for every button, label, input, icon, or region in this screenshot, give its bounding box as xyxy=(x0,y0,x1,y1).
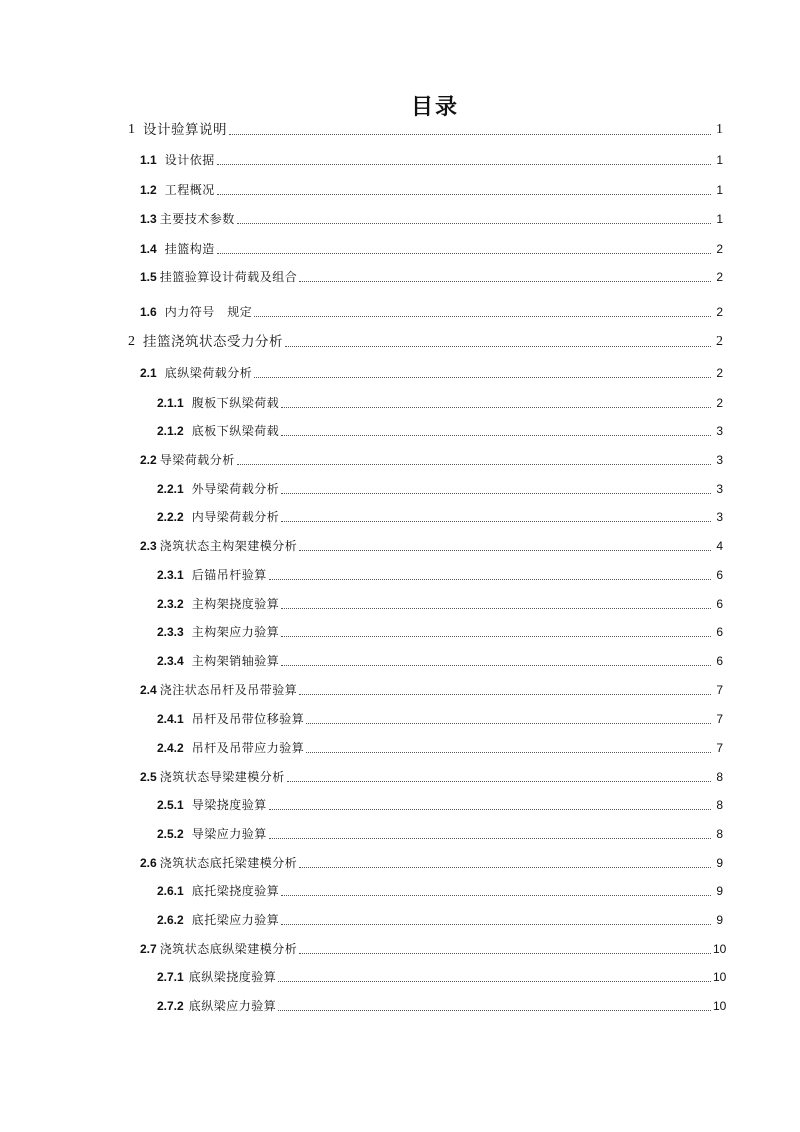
toc-entry-title: 腹板下纵梁荷载 xyxy=(191,396,280,410)
toc-entry-page-number: 1 xyxy=(716,212,723,226)
toc-entry[interactable] xyxy=(157,622,723,642)
toc-entry-title: 导梁荷载分析 xyxy=(159,453,235,467)
dot-leader xyxy=(299,549,711,551)
toc-entry[interactable] xyxy=(157,910,723,930)
dot-leader xyxy=(281,923,711,925)
toc-entry-page-number: 2 xyxy=(716,396,723,410)
dot-leader xyxy=(281,607,711,609)
toc-entry-title: 设计验算说明 xyxy=(143,122,227,138)
dot-leader xyxy=(278,980,711,982)
toc-entry-title: 外导梁荷载分析 xyxy=(191,482,280,496)
toc-entry[interactable] xyxy=(128,120,723,140)
toc-entry[interactable] xyxy=(157,709,723,729)
toc-entry-page-number: 2 xyxy=(716,334,723,349)
toc-entry[interactable] xyxy=(157,594,723,614)
toc-entry[interactable] xyxy=(157,967,727,987)
toc-entry-number: 2.3.1 xyxy=(157,568,184,582)
dot-leader xyxy=(217,193,711,195)
toc-entry[interactable] xyxy=(140,302,723,322)
toc-entry[interactable] xyxy=(140,209,723,229)
toc-entry-title: 浇注状态吊杆及吊带验算 xyxy=(159,683,298,697)
dot-leader xyxy=(217,252,711,254)
toc-entry-page-number: 3 xyxy=(716,453,723,467)
dot-leader xyxy=(229,133,711,135)
toc-entry-number: 2.3.4 xyxy=(157,654,184,668)
dot-leader xyxy=(217,163,711,165)
dot-leader xyxy=(237,222,711,224)
dot-leader xyxy=(281,894,711,896)
toc-entry-number: 2.1.2 xyxy=(157,424,184,438)
toc-entry-title: 内力符号 规定 xyxy=(164,305,253,319)
dot-leader xyxy=(269,578,711,580)
dot-leader xyxy=(269,837,711,839)
toc-entry-title: 底托梁挠度验算 xyxy=(191,884,280,898)
toc-entry-number: 2.1 xyxy=(140,366,157,380)
toc-entry[interactable] xyxy=(140,767,723,787)
toc-entry-page-number: 6 xyxy=(716,597,723,611)
toc-entry-page-number: 6 xyxy=(716,654,723,668)
toc-entry-number: 2.2 xyxy=(140,453,157,467)
dot-leader xyxy=(237,463,711,465)
page-title: 目录 xyxy=(410,95,459,120)
toc-entry-title: 底纵梁荷载分析 xyxy=(164,366,253,380)
toc-entry-number: 2.4 xyxy=(140,683,157,697)
toc-entry[interactable] xyxy=(157,881,723,901)
toc-entry-page-number: 9 xyxy=(716,884,723,898)
toc-entry-number: 2.6.2 xyxy=(157,913,184,927)
toc-entry-number: 2.3.3 xyxy=(157,625,184,639)
toc-entry-number: 1.2 xyxy=(140,183,157,197)
toc-entry[interactable] xyxy=(157,393,723,413)
toc-entry-number: 1.1 xyxy=(140,153,157,167)
toc-entry-page-number: 8 xyxy=(716,827,723,841)
toc-entry-title: 底托梁应力验算 xyxy=(191,913,280,927)
toc-entry-number: 2.5.2 xyxy=(157,827,184,841)
toc-entry[interactable] xyxy=(128,332,723,352)
toc-entry-page-number: 10 xyxy=(713,999,727,1013)
toc-entry-number: 2.3.2 xyxy=(157,597,184,611)
toc-entry[interactable] xyxy=(157,996,727,1016)
dot-leader xyxy=(281,406,711,408)
toc-entry-page-number: 10 xyxy=(713,970,727,984)
toc-entry-title: 浇筑状态导梁建模分析 xyxy=(159,770,285,784)
toc-entry-page-number: 6 xyxy=(716,625,723,639)
toc-entry[interactable] xyxy=(157,479,723,499)
toc-entry[interactable] xyxy=(157,421,723,441)
toc-entry-number: 2.4.1 xyxy=(157,712,184,726)
toc-entry-title: 工程概况 xyxy=(164,183,215,197)
toc-entry[interactable] xyxy=(140,680,723,700)
toc-entry-title: 浇筑状态底纵梁建模分析 xyxy=(159,942,298,956)
dot-leader xyxy=(281,520,711,522)
toc-entry-title: 内导梁荷载分析 xyxy=(191,510,280,524)
toc-entry-page-number: 1 xyxy=(716,153,723,167)
toc-entry[interactable] xyxy=(140,536,723,556)
toc-entry-number: 2 xyxy=(128,334,135,349)
toc-entry-number: 1 xyxy=(128,122,135,137)
toc-entry-number: 2.7.1 xyxy=(157,970,184,984)
toc-entry-number: 1.6 xyxy=(140,305,157,319)
dot-leader xyxy=(281,635,711,637)
dot-leader xyxy=(306,751,711,753)
toc-entry-page-number: 1 xyxy=(716,183,723,197)
dot-leader xyxy=(269,808,711,810)
toc-entry-title: 吊杆及吊带应力验算 xyxy=(191,741,305,755)
toc-entry-number: 2.6.1 xyxy=(157,884,184,898)
toc-entry-page-number: 1 xyxy=(716,122,723,137)
toc-entry-page-number: 8 xyxy=(716,798,723,812)
dot-leader xyxy=(299,952,711,954)
toc-entry[interactable] xyxy=(157,824,723,844)
dot-leader xyxy=(306,722,711,724)
toc-entry-number: 2.5 xyxy=(140,770,157,784)
toc-entry-title: 底板下纵梁荷载 xyxy=(191,424,280,438)
toc-entry-page-number: 7 xyxy=(716,683,723,697)
toc-entry-title: 底纵梁应力验算 xyxy=(188,999,277,1013)
toc-entry-number: 2.5.1 xyxy=(157,798,184,812)
toc-entry[interactable] xyxy=(157,795,723,815)
toc-entry-number: 2.7.2 xyxy=(157,999,184,1013)
toc-entry[interactable] xyxy=(140,853,723,873)
toc-entry-number: 2.4.2 xyxy=(157,741,184,755)
toc-entry[interactable] xyxy=(157,507,723,527)
toc-entry-number: 1.3 xyxy=(140,212,157,226)
toc-entry[interactable] xyxy=(157,738,723,758)
toc-entry-page-number: 8 xyxy=(716,770,723,784)
toc-entry-title: 挂篮构造 xyxy=(164,242,215,256)
toc-entry-title: 主要技术参数 xyxy=(159,212,235,226)
toc-entry-number: 2.2.1 xyxy=(157,482,184,496)
toc-entry-page-number: 3 xyxy=(716,424,723,438)
toc-entry[interactable] xyxy=(140,239,723,259)
toc-entry-number: 1.5 xyxy=(140,270,157,284)
toc-entry[interactable] xyxy=(140,267,723,287)
toc-entry-number: 2.1.1 xyxy=(157,396,184,410)
dot-leader xyxy=(299,866,711,868)
toc-entry-page-number: 2 xyxy=(716,242,723,256)
toc-entry-page-number: 3 xyxy=(716,510,723,524)
toc-entry-title: 主构架应力验算 xyxy=(191,625,280,639)
dot-leader xyxy=(254,376,711,378)
toc-entry-number: 2.6 xyxy=(140,856,157,870)
toc-entry-title: 设计依据 xyxy=(164,153,215,167)
dot-leader xyxy=(281,492,711,494)
toc-entry-title: 吊杆及吊带位移验算 xyxy=(191,712,305,726)
toc-entry-title: 导梁应力验算 xyxy=(191,827,267,841)
toc-entry-title: 导梁挠度验算 xyxy=(191,798,267,812)
toc-entry-page-number: 6 xyxy=(716,568,723,582)
toc-entry-number: 2.3 xyxy=(140,539,157,553)
toc-entry[interactable] xyxy=(140,180,723,200)
toc-entry-title: 主构架挠度验算 xyxy=(191,597,280,611)
dot-leader xyxy=(299,693,711,695)
dot-leader xyxy=(281,664,711,666)
toc-entry-title: 浇筑状态主构架建模分析 xyxy=(159,539,298,553)
toc-entry[interactable] xyxy=(140,150,723,170)
toc-entry[interactable] xyxy=(157,565,723,585)
toc-entry-page-number: 2 xyxy=(716,270,723,284)
toc-entry-page-number: 2 xyxy=(716,366,723,380)
dot-leader xyxy=(278,1009,711,1011)
toc-entry-title: 主构架销轴验算 xyxy=(191,654,280,668)
dot-leader xyxy=(287,780,711,782)
toc-entry-page-number: 10 xyxy=(713,942,727,956)
toc-entry-title: 挂篮验算设计荷载及组合 xyxy=(159,270,298,284)
toc-entry-title: 后锚吊杆验算 xyxy=(191,568,267,582)
toc-entry-page-number: 9 xyxy=(716,856,723,870)
toc-entry-page-number: 7 xyxy=(716,741,723,755)
toc-entry[interactable] xyxy=(140,450,723,470)
dot-leader xyxy=(254,315,711,317)
dot-leader xyxy=(281,434,711,436)
toc-entry-page-number: 4 xyxy=(716,539,723,553)
toc-entry-title: 底纵梁挠度验算 xyxy=(188,970,277,984)
toc-entry-page-number: 2 xyxy=(716,305,723,319)
toc-entry[interactable] xyxy=(157,651,723,671)
toc-entry-page-number: 9 xyxy=(716,913,723,927)
toc-entry[interactable] xyxy=(140,939,727,959)
dot-leader xyxy=(299,280,711,282)
toc-entry[interactable] xyxy=(140,363,723,383)
toc-entry-number: 2.7 xyxy=(140,942,157,956)
toc-entry-number: 1.4 xyxy=(140,242,157,256)
dot-leader xyxy=(285,345,711,347)
toc-entry-page-number: 3 xyxy=(716,482,723,496)
toc-entry-number: 2.2.2 xyxy=(157,510,184,524)
toc-entry-title: 浇筑状态底托梁建模分析 xyxy=(159,856,298,870)
toc-entry-title: 挂篮浇筑状态受力分析 xyxy=(143,334,283,350)
toc-entry-page-number: 7 xyxy=(716,712,723,726)
